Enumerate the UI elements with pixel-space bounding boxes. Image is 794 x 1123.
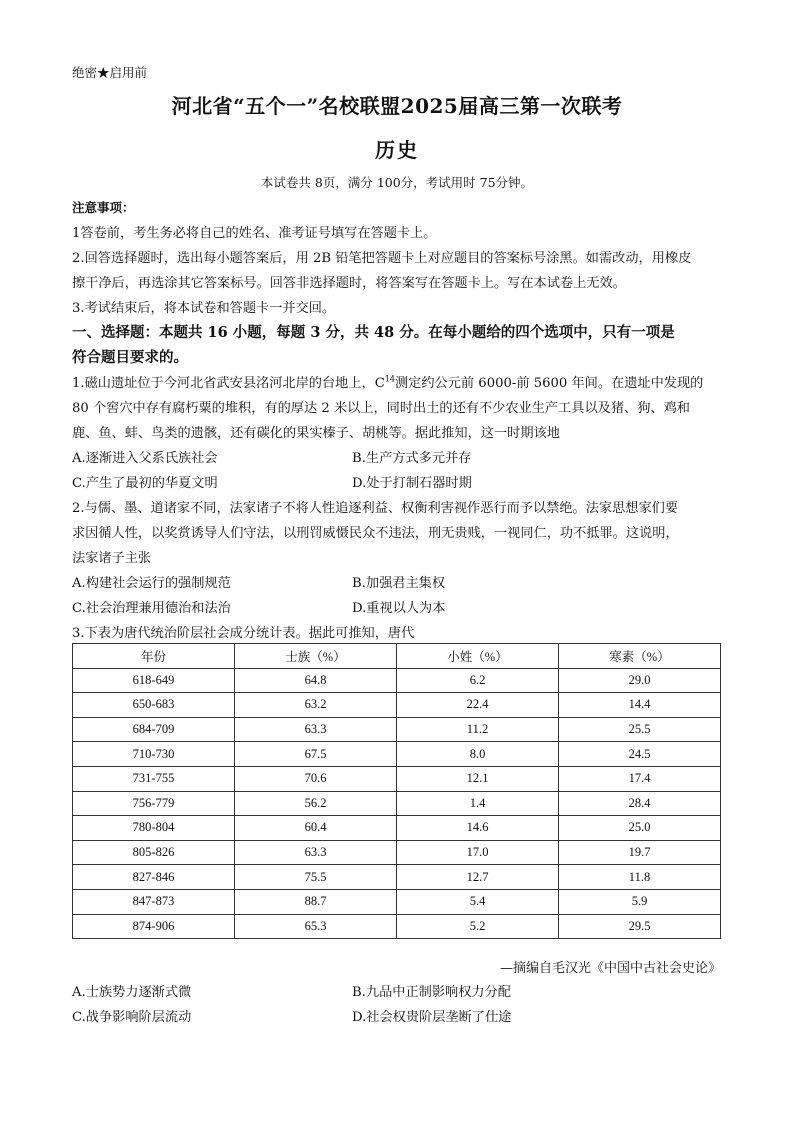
table-cell: 618-649 <box>73 668 235 693</box>
confidential-mark: 绝密★启用前 <box>72 65 148 80</box>
table-row <box>73 889 721 914</box>
table-cell: 14.4 <box>559 693 721 718</box>
question-1-text: 鹿、鱼、蚌、鸟类的遗骸，还有碳化的果实榛子、胡桃等。据此推知，这一时期该地 <box>72 426 560 441</box>
table-cell: 28.4 <box>559 791 721 816</box>
table-cell: 5.2 <box>397 914 559 939</box>
q3-option-d[interactable]: D.社会权贵阶层垄断了仕途 <box>352 1010 512 1025</box>
table-cell: 24.5 <box>559 742 721 767</box>
table-cell: 11.8 <box>559 865 721 890</box>
column-header-year: 年份 <box>73 644 235 669</box>
question-2-text: 2.与儒、墨、道诸家不同，法家诸子不将人性追逐利益、权衡利害视作恶行而予以禁绝。法家思想家们要 <box>72 501 679 516</box>
superscript-14: 14 <box>384 374 395 384</box>
table-cell: 1.4 <box>397 791 559 816</box>
table-cell: 64.8 <box>235 668 397 693</box>
q1-option-d[interactable]: D.处于打制石器时期 <box>352 476 472 491</box>
exam-info: 本试卷共 8页，满分 100分，考试用时 75分钟。 <box>260 175 534 190</box>
table-source: —摘编自毛汉光《中国中古社会史论》 <box>499 961 721 976</box>
section-heading-cont: 符合题目要求的。 <box>72 349 188 366</box>
data-table <box>72 643 721 939</box>
table-cell: 5.9 <box>559 889 721 914</box>
table-cell: 56.2 <box>235 791 397 816</box>
table-row <box>73 766 721 791</box>
table-cell: 756-779 <box>73 791 235 816</box>
question-1-text: 1.磁山遗址位于今河北省武安县洺河北岸的台地上，$C^{14}$测定约公元前 6000-前 5600 年间。在遗址中发现的 <box>72 374 704 391</box>
table-cell: 70.6 <box>235 766 397 791</box>
table-cell: 780-804 <box>73 816 235 841</box>
table-body <box>73 668 721 939</box>
table-cell: 5.4 <box>397 889 559 914</box>
table-header-row <box>73 644 721 669</box>
table-cell: 11.2 <box>397 717 559 742</box>
table-cell: 684-709 <box>73 717 235 742</box>
table-cell: 8.0 <box>397 742 559 767</box>
table-cell: 827-846 <box>73 865 235 890</box>
q2-option-d[interactable]: D.重视以人为本 <box>352 601 446 616</box>
table-cell: 650-683 <box>73 693 235 718</box>
subject-title: 历史 <box>375 138 419 162</box>
exam-title: 河北省“五个一”名校联盟2025届高三第一次联考 <box>171 94 623 118</box>
table-cell: 12.1 <box>397 766 559 791</box>
q2-option-c[interactable]: C.社会治理兼用德治和法治 <box>72 601 231 616</box>
question-1-text: 80 个窖穴中存有腐朽粟的堆积，有的厚达 2 米以上，同时出土的还有不少农业生产工具以及猪、狗、鸡和 <box>72 401 690 416</box>
notice-item: 擦干净后，再选涂其它答案标号。回答非选择题时，将答案写在答题卡上。写在本试卷上无效。 <box>72 276 626 291</box>
table-cell: 19.7 <box>559 840 721 865</box>
table-cell: 17.4 <box>559 766 721 791</box>
table-cell: 6.2 <box>397 668 559 693</box>
table-row <box>73 865 721 890</box>
table-cell: 805-826 <box>73 840 235 865</box>
q1-option-a[interactable]: A.逐渐进入父系氏族社会 <box>72 451 218 466</box>
table-cell: 710-730 <box>73 742 235 767</box>
table-cell: 22.4 <box>397 693 559 718</box>
table-cell: 88.7 <box>235 889 397 914</box>
q1-option-b[interactable]: B.生产方式多元并存 <box>352 451 472 466</box>
table-cell: 847-873 <box>73 889 235 914</box>
table-cell: 29.0 <box>559 668 721 693</box>
table-cell: 17.0 <box>397 840 559 865</box>
question-2-text: 法家诸子主张 <box>72 551 152 566</box>
table-cell: 731-755 <box>73 766 235 791</box>
column-header-xiaoxing: 小姓（%） <box>397 644 559 669</box>
table-row <box>73 840 721 865</box>
q2-option-b[interactable]: B.加强君主集权 <box>352 576 446 591</box>
table-row <box>73 914 721 939</box>
table-row <box>73 816 721 841</box>
q3-option-b[interactable]: B.九品中正制影响权力分配 <box>352 985 511 1000</box>
column-header-shizu: 士族（%） <box>235 644 397 669</box>
q3-option-a[interactable]: A.士族势力逐渐式微 <box>72 985 192 1000</box>
table-row <box>73 717 721 742</box>
table-row <box>73 791 721 816</box>
notice-item: 1答卷前，考生务必将自己的姓名、准考证号填写在答题卡上。 <box>72 226 437 241</box>
column-header-hansu: 寒素（%） <box>559 644 721 669</box>
q3-option-c[interactable]: C.战争影响阶层流动 <box>72 1010 192 1025</box>
table-cell: 63.3 <box>235 717 397 742</box>
table-row <box>73 668 721 693</box>
q2-option-a[interactable]: A.构建社会运行的强制规范 <box>72 576 231 591</box>
table-cell: 63.3 <box>235 840 397 865</box>
notice-item: 2.回答选择题时，选出每小题答案后，用 2B 铅笔把答题卡上对应题目的答案标号涂黑。如需改动，用橡皮 <box>72 251 692 266</box>
table-cell: 874-906 <box>73 914 235 939</box>
notice-title: 注意事项： <box>72 200 135 215</box>
table-cell: 25.5 <box>559 717 721 742</box>
table-cell: 60.4 <box>235 816 397 841</box>
table-cell: 14.6 <box>397 816 559 841</box>
table-cell: 12.7 <box>397 865 559 890</box>
q1-option-c[interactable]: C.产生了最初的华夏文明 <box>72 476 218 491</box>
section-heading: 一、选择题：本题共 16 小题，每题 3 分，共 48 分。在每小题给的四个选项中，只有一项是 <box>72 324 675 341</box>
question-3-text: 3.下表为唐代统治阶层社会成分统计表。据此可推知，唐代 <box>72 626 415 641</box>
table-row <box>73 693 721 718</box>
table-cell: 67.5 <box>235 742 397 767</box>
table-cell: 63.2 <box>235 693 397 718</box>
table-cell: 25.0 <box>559 816 721 841</box>
table-row <box>73 742 721 767</box>
table-cell: 75.5 <box>235 865 397 890</box>
table-cell: 65.3 <box>235 914 397 939</box>
table-cell: 29.5 <box>559 914 721 939</box>
notice-item: 3.考试结束后，将本试卷和答题卡一并交回。 <box>72 301 336 316</box>
question-2-text: 求因循人性，以奖赏诱导人们守法，以刑罚威慑民众不违法，刑无贵贱，一视同仁，功不抵罪。这说明， <box>72 526 679 541</box>
